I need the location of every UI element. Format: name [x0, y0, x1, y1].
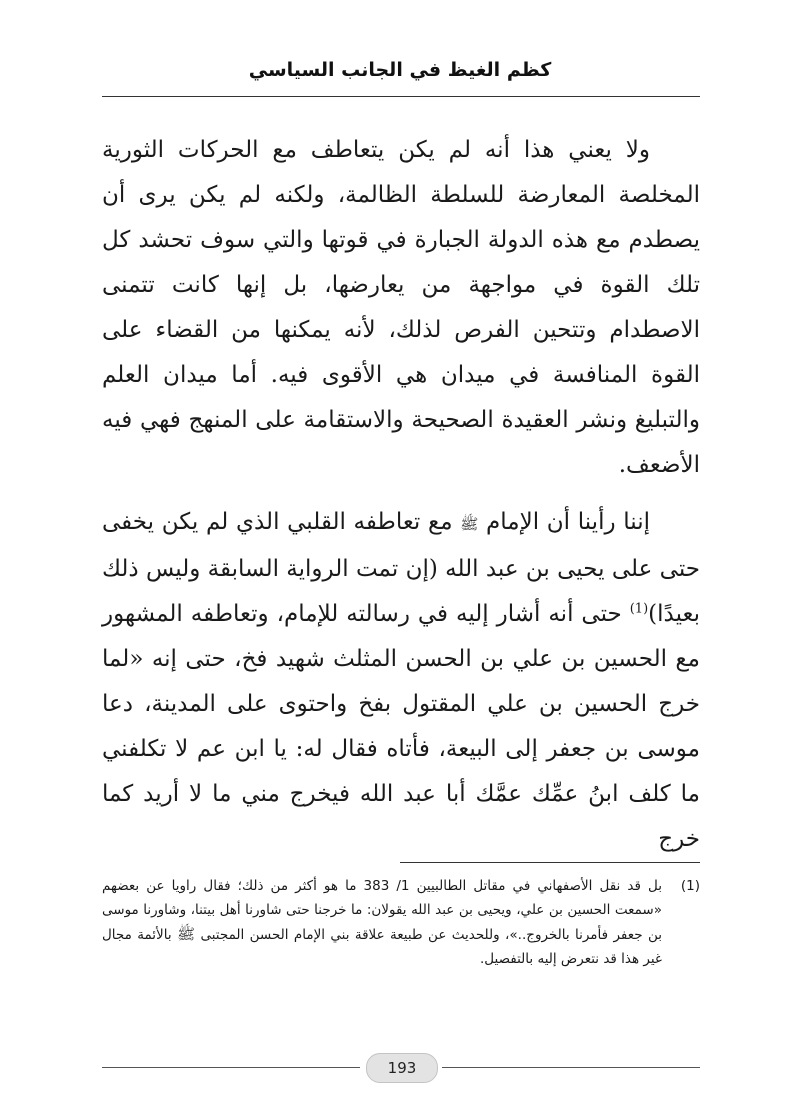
paragraph-2-part-1: إننا رأينا أن الإمام	[486, 509, 650, 535]
paragraph-2-part-3: حتى أنه أشار إليه في رسالته للإمام، وتعاطفه المشهور مع الحسين بن علي بن الحسن المثلث شهيد فخ، حتى إنه «لما خرج الحسين بن علي المقتول بفخ واحتوى على المدينة، دعا موسى بن جعفر إلى البيعة، فأتاه فقال له: يا ابن عم لا تكلفني ما كلف ابنُ عمِّك عمَّك أبا عبد الله فيخرج مني ما لا أريد كما خرج	[102, 601, 700, 852]
running-header-title: كظم الغيظ في الجانب السياسي	[248, 59, 552, 81]
footer-rule-right	[442, 1067, 700, 1068]
footnote-number: (1)	[680, 878, 700, 894]
page-footer	[102, 1052, 700, 1082]
honorific-symbol: ﷺ	[460, 515, 479, 533]
footnote-1	[102, 874, 700, 971]
footnote-divider	[400, 862, 700, 863]
footnotes-section	[102, 874, 700, 971]
footer-rule-left	[102, 1067, 360, 1068]
header-divider	[102, 96, 700, 97]
footnote-text-part-1: بل قد نقل الأصفهاني في مقاتل الطالبيين 1/ 383 ما هو أكثر من ذلك؛ فقال راويا عن بعضهم «سمعت الحسين بن علي، ويحيى بن عبد الله يقولان: ما خرجنا حتى شاورنا أهل بيتنا، وشاورنا موسى بن جعفر فأمرنا بالخروج..»، وللحديث عن طبيعة علاقة بني الإمام الحسن المجتبى	[102, 878, 662, 943]
paragraph-1: ولا يعني هذا أنه لم يكن يتعاطف مع الحركات الثورية المخلصة المعارضة للسلطة الظالمة، ولكنه لم يكن يرى أن يصطدم مع هذه الدولة الجبارة في قوتها والتي سوف تحشد كل تلك القوة في مواجهة من يعارضها، بل إنها كانت تتمنى الاصطدام وتتحين الفرص لذلك، لأنه يمكنها من القضاء على القوة المنافسة في ميدان هي الأقوى فيه. أما ميدان العلم والتبليغ ونشر العقيدة الصحيحة والاستقامة على المنهج فهي فيه الأضعف.	[102, 137, 700, 478]
footnote-text-part-2: بالأئمة مجال غير هذا قد نتعرض إليه بالتفصيل.	[102, 927, 662, 967]
page-number-badge: 193	[366, 1053, 438, 1083]
footnote-reference[interactable]: (1)	[629, 601, 649, 617]
footnote-text	[102, 874, 662, 971]
footnote-honorific-symbol: ﷺ	[176, 925, 196, 943]
paragraph-2	[102, 500, 700, 862]
main-text	[102, 128, 700, 862]
paragraph-2-part-2: مع تعاطفه القلبي الذي لم يكن يخفى حتى على يحيى بن عبد الله (إن تمت الرواية السابقة وليس ذلك بعيدًا)	[102, 509, 701, 627]
